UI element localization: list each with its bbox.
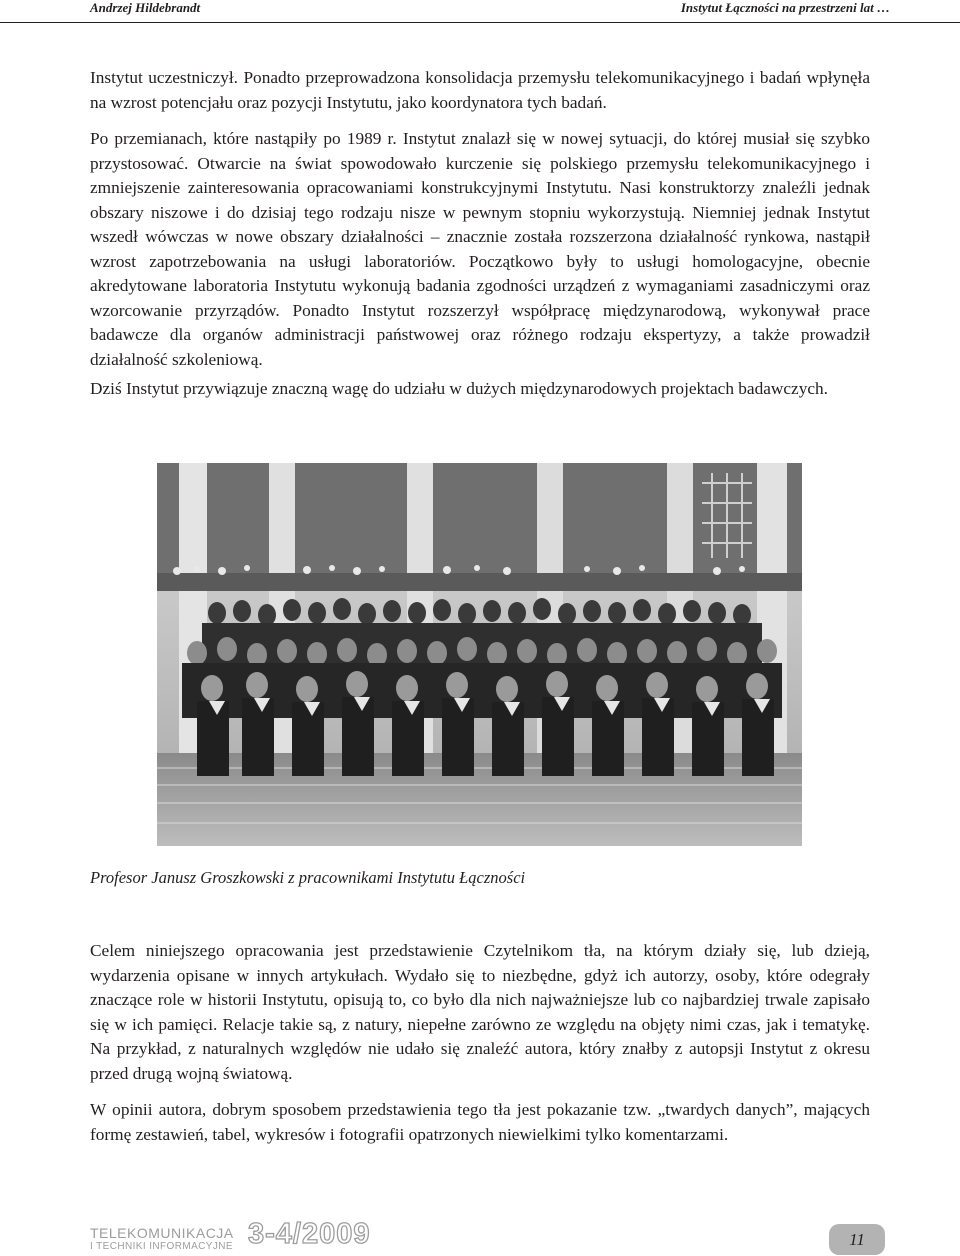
paragraph-5: W opinii autora, dobrym sposobem przedstawienia tego tła jest pokazanie tzw. „twardych danych”, mających formę zestawień, tabel, wykresów i fotografii opatrzonych niewielkimi tylko komentarzami. <box>90 1100 870 1144</box>
running-head <box>0 0 960 24</box>
header-rule <box>0 22 960 23</box>
page-number: 11 <box>829 1224 885 1255</box>
journal-brand <box>90 1218 390 1256</box>
group-photo <box>157 463 802 846</box>
paragraph-1: Instytut uczestniczył. Ponadto przeprowadzona konsolidacja przemysłu telekomunikacyjnego i badań wpłynęła na wzrost potencjału oraz pozycji Instytutu, jako koordynatora tych badań. <box>90 68 870 112</box>
paragraph-2: Po przemianach, które nastąpiły po 1989 r. Instytut znalazł się w nowej sytuacji, do której musiał się szybko przystosować. Otwarcie na świat spowodowało kurczenie się polskiego przemysłu telekomunikacyjnego i zmniejszenie zainteresowania opracowaniami konstrukcyjnymi Instytutu. Nasi konstruktorzy znaleźli jednak obszary niszowe i do dzisiaj tego rodzaju nisze w pewnym stopniu wykorzystują. Niemniej jednak Instytut wszedł wówczas w nowe obszary działalności – znacznie została rozszerzona działalność rynkowa, nastąpił wzrost zapotrzebowania na usługi laboratoriów. Początkowo były to usługi homologacyjne, obecnie akredytowane laboratoria Instytutu wykonują badania zgodności urządzeń z wymaganiami zasadniczymi oraz wzorcowanie przyrządów. Ponadto Instytut rozszerzył współpracę międzynarodową, wykonywał prace badawcze dla organów administracji państwowej oraz różnego rodzaju ekspertyzy, a także prowadził działalność szkoleniową. <box>90 129 870 369</box>
running-head-author: Andrzej Hildebrandt <box>90 0 201 15</box>
journal-name-line1: TELEKOMUNIKACJA <box>90 1225 234 1241</box>
photo-caption: Profesor Janusz Groszkowski z pracownikami Instytutu Łączności <box>90 868 526 887</box>
journal-name-line2: I TECHNIKI INFORMACYJNE <box>90 1241 233 1252</box>
running-head-title: Instytut Łączności na przestrzeni lat … <box>680 0 890 15</box>
paragraph-4: Celem niniejszego opracowania jest przedstawienie Czytelnikom tła, na którym działy się, lub dzieją, wydarzenia opisane w innych artykułach. Wydało się to niezbędne, gdyż ich autorzy, osoby, które odegrały znaczące role w historii Instytutu, opisują to, co było dla nich najważniejsze lub co najbardziej trwale zapisało się w ich pamięci. Relacje takie są, z natury, niepełne zarówno ze względu na objęty nimi czas, jak i tematykę. Na przykład, z naturalnych względów nie udało się znaleźć autora, który znałby z autopsji Instytut z okresu przed drugą wojną światową. <box>90 941 870 1083</box>
issue-number: 3-4/2009 <box>248 1218 371 1250</box>
paragraph-3: Dziś Instytut przywiązuje znaczną wagę do udziału w dużych międzynarodowych projektach badawczych. <box>90 379 828 398</box>
